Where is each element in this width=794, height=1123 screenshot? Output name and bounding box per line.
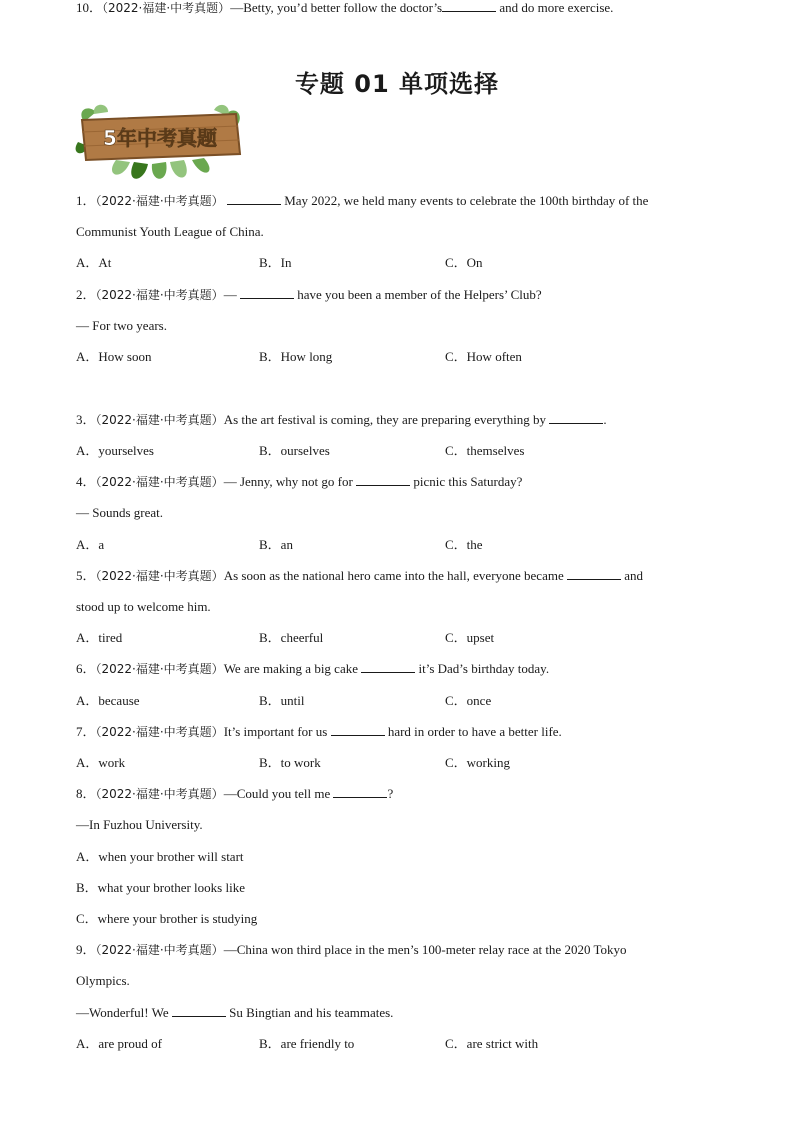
option-b: B．are friendly to xyxy=(259,1036,355,1051)
question-line xyxy=(76,786,393,802)
question-line xyxy=(76,942,627,958)
question-line: — Sounds great. xyxy=(76,505,164,520)
question-number: 9． xyxy=(76,942,96,957)
question-line xyxy=(76,287,542,303)
answer-blank[interactable] xyxy=(331,724,385,736)
option-c: C．On xyxy=(445,255,483,270)
banner-5-year-exam xyxy=(74,102,246,184)
option-c: C．the xyxy=(445,537,483,552)
question-text: and do more exercise. xyxy=(499,0,614,15)
option-b: B．what your brother looks like xyxy=(76,880,245,895)
source-tag: （2022·福建·中考真题） xyxy=(95,475,224,489)
source-tag: （2022·福建·中考真题） xyxy=(95,569,224,583)
option-c: C．once xyxy=(445,693,492,708)
question-text: hard in order to have a better life. xyxy=(387,724,562,739)
answer-blank[interactable] xyxy=(333,786,387,798)
question-text: picnic this Saturday? xyxy=(413,474,523,489)
question-number: 2． xyxy=(76,287,96,302)
question-text: — xyxy=(223,287,240,302)
option-b: B．to work xyxy=(259,755,321,770)
question-text: —China won third place in the men’s 100-meter relay race at the 2020 Tokyo xyxy=(223,942,627,957)
answer-blank[interactable] xyxy=(361,661,415,673)
option-b: B．ourselves xyxy=(259,443,330,458)
question-line xyxy=(76,412,607,428)
source-tag: （2022·福建·中考真题） xyxy=(95,725,224,739)
question-text: and xyxy=(624,568,644,583)
question-line: — For two years. xyxy=(76,318,167,333)
option-b: B．until xyxy=(259,693,305,708)
option-b: B．an xyxy=(259,537,293,552)
option-a: A．How soon xyxy=(76,349,152,364)
answer-blank[interactable] xyxy=(227,193,281,205)
page-title: 专题 01 单项选择 xyxy=(294,70,500,98)
question-text: As the art festival is coming, they are preparing everything by xyxy=(223,412,547,427)
question-number: 4． xyxy=(76,474,96,489)
option-c: C．working xyxy=(445,755,511,770)
question-line: stood up to welcome him. xyxy=(76,599,211,614)
question-line xyxy=(76,193,648,209)
option-a: A．are proud of xyxy=(76,1036,162,1051)
question-text: May 2022, we held many events to celebrate the 100th birthday of the xyxy=(284,193,649,208)
option-c: C．are strict with xyxy=(445,1036,539,1051)
option-b: B．cheerful xyxy=(259,630,324,645)
option-a: A．At xyxy=(76,255,112,270)
option-a: A．tired xyxy=(76,630,123,645)
question-text: ? xyxy=(387,786,394,801)
question-line xyxy=(76,724,562,740)
question-line: —In Fuzhou University. xyxy=(76,817,203,832)
source-tag: （2022·福建·中考真题） xyxy=(95,943,224,957)
option-c: C．How often xyxy=(445,349,522,364)
source-tag: （2022·福建·中考真题） xyxy=(95,662,224,676)
option-a: A．when your brother will start xyxy=(76,849,244,864)
option-a: A．yourselves xyxy=(76,443,154,458)
question-number: 6． xyxy=(76,661,96,676)
question-text: —Betty, you’d better follow the doctor’s xyxy=(230,0,443,15)
question-number: 1． xyxy=(76,193,96,208)
answer-blank[interactable] xyxy=(172,1005,226,1017)
question-text: It’s important for us xyxy=(223,724,328,739)
answer-blank[interactable] xyxy=(356,474,410,486)
option-a: A．a xyxy=(76,537,105,552)
question-line xyxy=(76,568,643,584)
question-line xyxy=(76,1005,393,1021)
option-c: C．upset xyxy=(445,630,495,645)
source-tag: （2022·福建·中考真题） xyxy=(95,787,224,801)
answer-blank[interactable] xyxy=(567,568,621,580)
answer-blank[interactable] xyxy=(240,287,294,299)
answer-blank[interactable] xyxy=(549,412,603,424)
question-line xyxy=(76,0,613,16)
source-tag: （2022·福建·中考真题） xyxy=(95,194,224,208)
question-line: Olympics. xyxy=(76,973,130,988)
question-text: We are making a big cake xyxy=(223,661,358,676)
question-text: . xyxy=(603,412,607,427)
question-number: 5． xyxy=(76,568,96,583)
option-c: C．where your brother is studying xyxy=(76,911,258,926)
question-text: have you been a member of the Helpers’ Club? xyxy=(297,287,542,302)
question-text: Su Bingtian and his teammates. xyxy=(229,1005,394,1020)
option-a: A．work xyxy=(76,755,126,770)
answer-blank[interactable] xyxy=(442,0,496,12)
source-tag: （2022·福建·中考真题） xyxy=(95,413,224,427)
question-text: — Jenny, why not go for xyxy=(223,474,353,489)
question-text: —Wonderful! We xyxy=(76,1005,169,1020)
option-b: B．In xyxy=(259,255,292,270)
question-line: Communist Youth League of China. xyxy=(76,224,264,239)
question-text: it’s Dad’s birthday today. xyxy=(418,661,550,676)
question-line xyxy=(76,474,522,490)
option-b: B．How long xyxy=(259,349,333,364)
question-number: 7． xyxy=(76,724,96,739)
option-a: A．because xyxy=(76,693,140,708)
question-text: As soon as the national hero came into the hall, everyone became xyxy=(223,568,564,583)
question-number: 8． xyxy=(76,786,96,801)
source-tag: （2022·福建·中考真题） xyxy=(102,1,231,15)
question-line xyxy=(76,661,549,677)
question-number: 10． xyxy=(76,0,103,15)
question-text: —Could you tell me xyxy=(223,786,331,801)
option-c: C．themselves xyxy=(445,443,525,458)
question-number: 3． xyxy=(76,412,96,427)
source-tag: （2022·福建·中考真题） xyxy=(95,288,224,302)
banner-text: 5年中考真题 xyxy=(103,126,217,150)
